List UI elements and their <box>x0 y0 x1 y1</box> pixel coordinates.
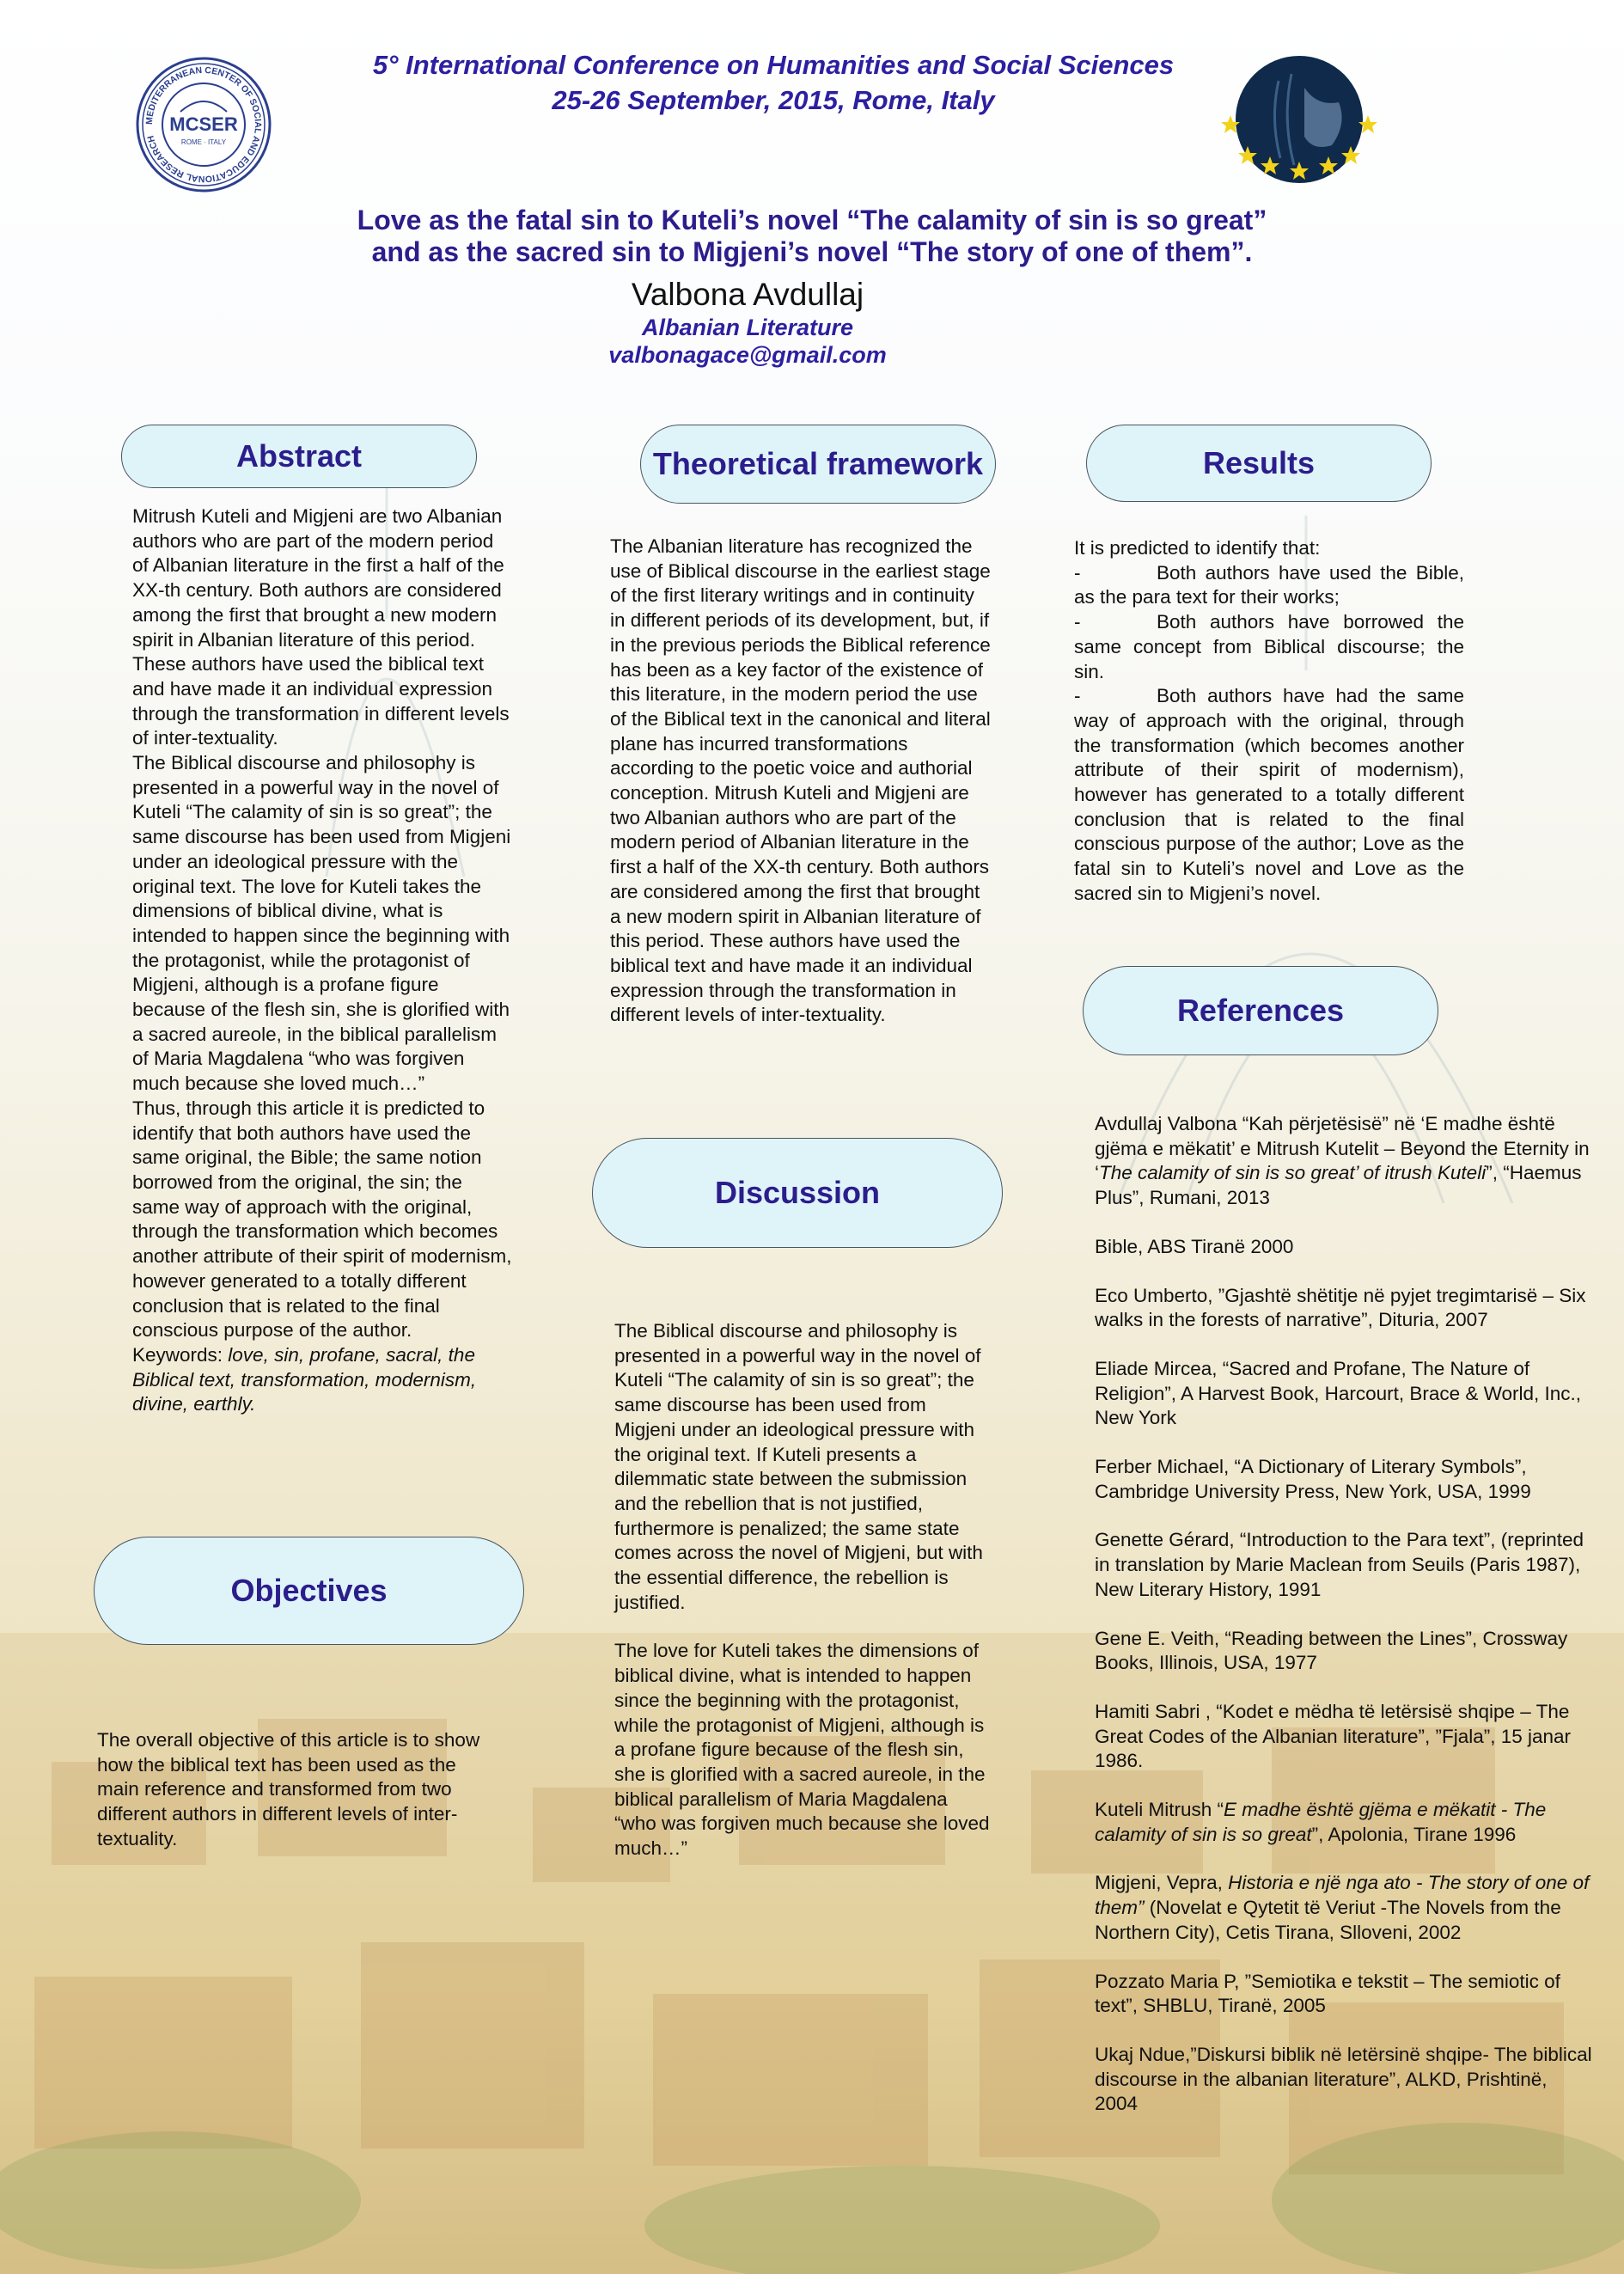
results-bullet: - <box>1074 685 1081 707</box>
abstract-line: same original, the Bible; the same notion <box>132 1146 482 1169</box>
discussion-line: much…” <box>614 1837 688 1860</box>
reference-text: Pozzato Maria P, ”Semiotika e tekstit – The semiotic of text”, SHBLU, Tiranë, 2005 <box>1095 1970 1560 2017</box>
reference-item <box>1095 2043 1595 2117</box>
theoretical-line: of the Biblical text in the canonical and literal <box>610 707 991 730</box>
conference-header <box>258 47 1289 118</box>
reference-text: Kuteli Mitrush “ <box>1095 1799 1224 1821</box>
abstract-line: presented in a powerful way in the novel of <box>132 776 499 798</box>
reference-item <box>1095 1455 1595 1504</box>
abstract-line: Migjeni, although is a profane figure <box>132 974 439 996</box>
author-email: valbonagace@gmail.com <box>608 342 887 368</box>
reference-text: Migjeni, Vepra, <box>1095 1872 1229 1894</box>
conference-dates: 25-26 September, 2015, Rome, Italy <box>552 85 995 115</box>
reference-text: Bible, ABS Tiranë 2000 <box>1095 1235 1294 1257</box>
logo-ring-text: MEDITERRANEAN CENTER OF SOCIAL AND EDUCATIONAL RESEARCH <box>143 64 264 185</box>
theoretical-line: plane has incurred transformations <box>610 732 908 755</box>
author-name: Valbona Avdullaj <box>631 277 864 312</box>
abstract-line: conclusion that is related to the final <box>132 1294 440 1317</box>
abstract-heading: Abstract <box>121 425 477 488</box>
abstract-line: the protagonist, while the protagonist of <box>132 949 470 971</box>
paper-title <box>137 205 1487 268</box>
abstract-line: among the first that brought a new modern <box>132 603 497 626</box>
reference-text: ”, Apolonia, Tirane 1996 <box>1311 1823 1517 1845</box>
objectives-line: main reference and transformed from two <box>97 1778 452 1800</box>
theoretical-line: modern period of Albanian literature in the <box>610 831 969 853</box>
results-item <box>1074 610 1464 684</box>
results-bullet: - <box>1074 561 1081 584</box>
reference-item <box>1095 1235 1595 1260</box>
discussion-text <box>614 1319 1027 1861</box>
theoretical-line: according to the poetic voice and authorial <box>610 757 973 779</box>
reference-item <box>1095 1798 1595 1847</box>
abstract-line: borrowed from the original, the sin; the <box>132 1171 462 1193</box>
results-bullet: - <box>1074 611 1081 633</box>
keywords-value: divine, earthly. <box>132 1393 256 1415</box>
abstract-text <box>132 504 545 1417</box>
discussion-line: dilemmatic state between the submission <box>614 1468 968 1490</box>
objectives-heading: Objectives <box>94 1537 524 1645</box>
keywords-label: Keywords: <box>132 1343 229 1366</box>
reference-text: Eco Umberto, ”Gjashtë shëtitje në pyjet tregimtarisë – Six walks in the forests of narrative”, Dituria, 2007 <box>1095 1284 1586 1331</box>
objectives-line: how the biblical text has been used as the <box>97 1753 456 1776</box>
theoretical-line: expression through the transformation in <box>610 979 956 1001</box>
results-item-text: Both authors have had the same way of approach with the original, through the transformation (which becomes another attribute of their spirit of modernism), however has generated to a totally different conclusion that is related to the final conscious purpose of the author; Love as the fatal sin to Kuteli’s novel and Love as the sacred sin to Migjeni’s novel. <box>1074 685 1464 904</box>
discussion-line: furthermore is penalized; the same state <box>614 1517 960 1539</box>
reference-item <box>1095 1627 1595 1676</box>
results-item <box>1074 561 1464 610</box>
abstract-line: of Maria Magdalena “who was forgiven <box>132 1048 465 1070</box>
theoretical-line: The Albanian literature has recognized the <box>610 535 973 557</box>
theoretical-line: in different periods of its development, but, if <box>610 609 990 632</box>
paragraph-gap <box>614 1615 1027 1639</box>
paper-title-line-1: Love as the fatal sin to Kuteli’s novel “The calamity of sin is so great” <box>357 205 1267 235</box>
theoretical-line: different levels of inter-textuality. <box>610 1004 886 1026</box>
discussion-line: The love for Kuteli takes the dimensions of <box>614 1640 979 1662</box>
keywords-line <box>132 1343 545 1368</box>
reference-italic: E madhe është gjëma e mëkatit - The calamity of sin is so great <box>1095 1799 1547 1845</box>
mcser-logo <box>136 57 272 193</box>
abstract-line: Kuteli “The calamity of sin is so great”; the <box>132 801 492 823</box>
theoretical-line: a new modern spirit in Albanian literature of <box>610 905 981 927</box>
reference-item <box>1095 1112 1595 1211</box>
abstract-line: and have made it an individual expression <box>132 677 493 700</box>
discussion-line: Kuteli “The calamity of sin is so great”; the <box>614 1369 974 1391</box>
theoretical-line: this period. These authors have used the <box>610 930 961 952</box>
theoretical-line: are considered among the first that brought <box>610 880 980 902</box>
abstract-line: authors who are part of the modern period <box>132 529 494 552</box>
discussion-heading: Discussion <box>592 1138 1003 1248</box>
objectives-line: textuality. <box>97 1827 178 1849</box>
results-item-text: Both authors have used the Bible, as the para text for their works; <box>1074 561 1464 608</box>
discussion-line: presented in a powerful way in the novel of <box>614 1344 981 1366</box>
reference-text: Ukaj Ndue,”Diskursi biblik në letërsinë shqipe- The biblical discourse in the albanian literature”, ALKD, Prishtinë, 2004 <box>1095 2043 1592 2115</box>
theoretical-line: of the first literary writings and in continuity <box>610 584 974 607</box>
discussion-line: and the rebellion that is not justified, <box>614 1492 923 1514</box>
discussion-line: biblical parallelism of Maria Magdalena <box>614 1788 948 1810</box>
reference-italic: Historia e një nga ato - The story of one of them” <box>1095 1872 1590 1919</box>
reference-text: Hamiti Sabri , “Kodet e mëdha të letërsisë shqipe – The Great Codes of the Albanian literature”, ”Fjala”, 15 janar 1986. <box>1095 1700 1572 1772</box>
abstract-line: intended to happen since the beginning with <box>132 924 510 946</box>
abstract-line: of Albanian literature in the first a half of the <box>132 554 504 577</box>
references-heading: References <box>1083 966 1438 1055</box>
results-item-text: Both authors have borrowed the same concept from Biblical discourse; the sin. <box>1074 611 1464 682</box>
abstract-line: much because she loved much…” <box>132 1073 425 1095</box>
discussion-line: justified. <box>614 1591 686 1613</box>
discussion-line: biblical divine, what is intended to happen <box>614 1665 972 1687</box>
abstract-line: These authors have used the biblical text <box>132 653 484 675</box>
discussion-line: the original text. If Kuteli presents a <box>614 1443 917 1465</box>
abstract-line: because of the flesh sin, she is glorified with <box>132 999 510 1021</box>
discussion-line: the essential difference, the rebellion is <box>614 1567 949 1589</box>
theoretical-framework-heading: Theoretical framework <box>640 425 996 504</box>
abstract-line: however generated to a totally different <box>132 1269 467 1292</box>
theoretical-line: first a half of the XX-th century. Both authors <box>610 856 990 878</box>
abstract-line: same way of approach with the original, <box>132 1195 473 1218</box>
results-item <box>1074 684 1464 906</box>
theoretical-line: conception. Mitrush Kuteli and Migjeni are <box>610 782 969 804</box>
reference-text: Gene E. Veith, “Reading between the Lines”, Crossway Books, Illinois, USA, 1977 <box>1095 1627 1568 1674</box>
keywords-value: Biblical text, transformation, modernism, <box>132 1368 477 1391</box>
abstract-line: of inter-textuality. <box>132 727 278 749</box>
abstract-line: Thus, through this article it is predicted to <box>132 1097 485 1119</box>
discussion-line: since the beginning with the protagonist, <box>614 1689 960 1711</box>
discussion-line: The Biblical discourse and philosophy is <box>614 1320 957 1342</box>
abstract-line: under an ideological pressure with the <box>132 850 458 872</box>
logo-small-text: ROME · ITALY <box>180 138 227 146</box>
discussion-line: “who was forgiven much because she loved <box>614 1812 990 1835</box>
discussion-line: while the protagonist of Migjeni, although is <box>614 1714 985 1736</box>
keywords-value: love, sin, profane, sacral, the <box>228 1343 475 1366</box>
discussion-line: Migjeni under an ideological pressure with <box>614 1418 974 1440</box>
conference-name: 5° International Conference on Humanities and Social Sciences <box>372 50 1175 80</box>
references-list <box>1095 1112 1595 2141</box>
abstract-line: XX-th century. Both authors are considered <box>132 579 502 602</box>
keywords-line <box>132 1368 545 1393</box>
reference-item <box>1095 1700 1595 1774</box>
objectives-line: different authors in different levels of inter- <box>97 1803 458 1825</box>
results-text <box>1074 536 1464 907</box>
reference-item <box>1095 1284 1595 1333</box>
abstract-line: dimensions of biblical divine, what is <box>132 900 443 922</box>
mcser-seal-icon <box>136 57 272 193</box>
abstract-line: through the transformation in different levels <box>132 702 510 724</box>
abstract-line: through the transformation which becomes <box>132 1220 498 1243</box>
abstract-line: spirit in Albanian literature of this period. <box>132 628 475 651</box>
reference-text: Avdullaj Valbona “Kah përjetësisë” në ‘E madhe është gjëma e mëkatit’ e Mitrush Kutelit – Beyond the Eternity in ‘ <box>1095 1113 1590 1184</box>
abstract-line: another attribute of their spirit of modernism, <box>132 1245 512 1268</box>
keywords-line <box>132 1392 545 1417</box>
theoretical-line: in the previous periods the Biblical reference <box>610 633 991 656</box>
reference-text: Ferber Michael, “A Dictionary of Literary Symbols”, Cambridge University Press, New York, USA, 1999 <box>1095 1456 1531 1502</box>
objectives-text <box>97 1728 527 1852</box>
theoretical-line: two Albanian authors who are part of the <box>610 806 956 828</box>
discussion-line: she is glorified with a sacred aureole, in the <box>614 1763 986 1785</box>
abstract-line: a sacred aureole, in the biblical parallelism <box>132 1023 497 1045</box>
logo-center-text: MCSER <box>169 113 238 135</box>
theoretical-framework-text <box>610 535 1023 1028</box>
theoretical-line: biblical text and have made it an individual <box>610 954 973 976</box>
results-heading: Results <box>1086 425 1432 502</box>
theoretical-line: use of Biblical discourse in the earliest stage <box>610 559 991 582</box>
paper-title-line-2: and as the sacred sin to Migjeni’s novel “The story of one of them”. <box>371 236 1253 267</box>
discussion-line: a profane figure because of the flesh sin, <box>614 1739 964 1761</box>
reference-item <box>1095 1871 1595 1945</box>
abstract-line: conscious purpose of the author. <box>132 1319 412 1342</box>
author-field: Albanian Literature <box>641 315 854 340</box>
abstract-line: identify that both authors have used the <box>132 1122 472 1144</box>
reference-text: ”, “Haemus Plus”, Rumani, 2013 <box>1095 1162 1582 1209</box>
discussion-line: same discourse has been used from <box>614 1394 926 1416</box>
reference-text: Genette Gérard, “Introduction to the Para text”, (reprinted in translation by Marie Maclean from Seuils (Paris 1987), New Literary History, 1991 <box>1095 1529 1584 1600</box>
abstract-line: Mitrush Kuteli and Migjeni are two Albanian <box>132 505 503 527</box>
results-intro: It is predicted to identify that: <box>1074 537 1321 559</box>
discussion-line: comes across the novel of Migjeni, but with <box>614 1542 983 1564</box>
theoretical-line: this literature, in the modern period the use <box>610 683 978 706</box>
reference-item <box>1095 1357 1595 1431</box>
abstract-line: same discourse has been used from Migjeni <box>132 826 511 848</box>
theoretical-line: has been as a key factor of the existence of <box>610 658 984 681</box>
reference-item <box>1095 1970 1595 2019</box>
abstract-line: original text. The love for Kuteli takes the <box>132 875 482 897</box>
reference-item <box>1095 1528 1595 1602</box>
reference-text: Eliade Mircea, “Sacred and Profane, The Nature of Religion”, A Harvest Book, Harcourt, Brace & World, Inc., New York <box>1095 1357 1582 1429</box>
reference-text: (Novelat e Qytetit të Veriut -The Novels from the Northern City), Cetis Tirana, Slloveni, 2002 <box>1095 1897 1561 1943</box>
reference-italic: The calamity of sin is so great’ of itrush Kuteli <box>1099 1162 1487 1184</box>
objectives-line: The overall objective of this article is to show <box>97 1729 480 1751</box>
abstract-line: The Biblical discourse and philosophy is <box>132 752 475 774</box>
